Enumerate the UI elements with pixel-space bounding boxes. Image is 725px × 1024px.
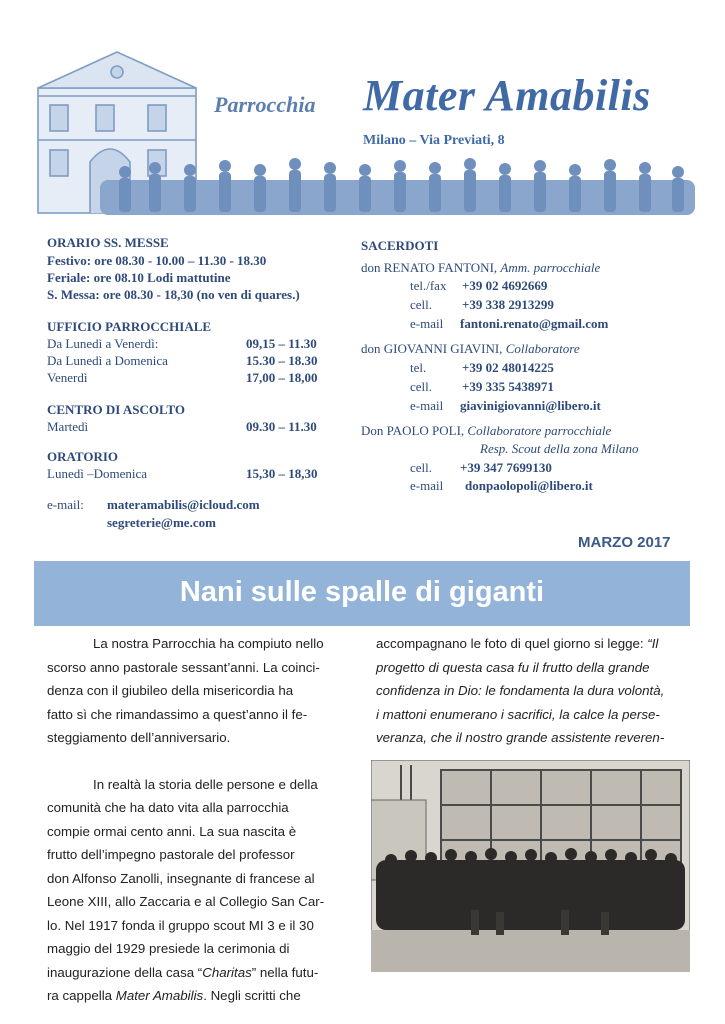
listening-time: 09.30 – 11.30 (246, 419, 317, 434)
priest-3-cell-label: cell. (410, 460, 433, 475)
festivo-label: Festivo: (47, 253, 92, 268)
priest-1-cell[interactable]: +39 338 2913299 (462, 297, 554, 312)
priest-2-name-row (361, 340, 580, 357)
masses-title: ORARIO SS. MESSE (47, 235, 169, 250)
left-line: In realtà la storia delle persone e della (93, 776, 318, 792)
charitas-word: Charitas (202, 964, 252, 980)
crowd-silhouettes (100, 158, 695, 215)
festivo-value: ore 08.30 - 10.00 – 11.30 - 18.30 (94, 253, 267, 268)
priest-2-tel-label: tel. (410, 360, 427, 375)
feriale-row (47, 269, 231, 286)
listening-day: Martedì (47, 419, 89, 434)
article-right-column (376, 632, 686, 750)
priest-1-tel-label: tel./fax (410, 278, 447, 293)
historic-group-photo (371, 760, 690, 972)
priest-3-name: Don PAOLO POLI, (361, 423, 465, 438)
left-text: . Negli scritti che (203, 988, 301, 1003)
priest-3-email[interactable]: donpaolopoli@libero.it (465, 478, 593, 493)
priest-1-name-row (361, 259, 600, 276)
priest-3-cell[interactable]: +39 347 7699130 (460, 460, 552, 475)
left-line (47, 961, 331, 985)
office-day-2: Da Lunedì a Domenica (47, 353, 168, 368)
office-time-2: 15.30 – 18.30 (246, 353, 318, 368)
office-time-1: 09,15 – 11.30 (246, 336, 317, 351)
office-day-1: Da Lunedì a Venerdì: (47, 336, 159, 351)
priest-3-name-row (361, 422, 611, 439)
smessa-label: S. Messa: (47, 287, 100, 302)
left-line: fatto sì che rimandassimo a quest’anno il fe- (47, 706, 308, 722)
parish-email-1[interactable]: materamabilis@icloud.com (107, 497, 260, 512)
issue-date: MARZO 2017 (578, 534, 671, 551)
office-title: UFFICIO PARROCCHIALE (47, 319, 212, 334)
right-line (376, 632, 686, 656)
parish-email-2[interactable]: segreterie@me.com (107, 515, 216, 530)
left-text: ” nella futu- (251, 964, 319, 980)
office-time-3: 17,00 – 18,00 (246, 370, 318, 385)
article-left-column (47, 632, 331, 1008)
priest-3-role: Collaboratore parrocchiale (467, 423, 612, 438)
oratorio-time: 15,30 – 18,30 (246, 466, 318, 481)
priest-1-cell-label: cell. (410, 297, 433, 312)
priest-2-tel[interactable]: +39 02 48014225 (462, 360, 554, 375)
priests-title: SACERDOTI (361, 238, 439, 253)
left-line: Leone XIII, allo Zaccaria e al Collegio San Car- (47, 894, 325, 909)
priest-2-cell-label: cell. (410, 379, 433, 394)
feriale-value: ore 08.10 Lodi mattutine (93, 270, 231, 285)
priest-2-role: Collaboratore (505, 341, 580, 356)
quote-start: “Il (647, 636, 659, 651)
priest-3-role-2: Resp. Scout della zona Milano (480, 441, 639, 456)
feriale-label: Feriale: (47, 270, 91, 285)
email-label: e-mail: (47, 497, 84, 512)
left-line: comunità che ha dato vita alla parrocchia (47, 800, 289, 815)
left-line: maggio del 1929 presiede la cerimonia di (47, 941, 290, 956)
left-line (47, 984, 331, 1008)
article-title: Nani sulle spalle di giganti (179, 576, 545, 608)
oratorio-title: ORATORIO (47, 449, 119, 464)
festivo-row (47, 252, 266, 269)
right-line: i mattoni enumerano i sacrifici, la calce la perse- (376, 706, 660, 722)
priest-2-name: don GIOVANNI GIAVINI, (361, 341, 503, 356)
left-text: ra cappella (47, 988, 116, 1003)
left-line: compie ormai cento anni. La sua nascita è (47, 823, 297, 839)
priest-3-email-label: e-mail (410, 478, 444, 493)
priest-1-email[interactable]: fantoni.renato@gmail.com (460, 316, 609, 331)
right-line: confidenza in Dio: le fondamenta la dura volontà, (376, 683, 665, 698)
priest-2-cell[interactable]: +39 335 5438971 (462, 379, 554, 394)
left-line: steggiamento dell’anniversario. (47, 730, 231, 745)
left-line: lo. Nel 1917 fonda il gruppo scout MI 3 e il 30 (47, 917, 314, 933)
parish-label: Parrocchia (214, 92, 316, 117)
right-line: progetto di questa casa fu il frutto della grande (376, 659, 650, 675)
priest-1-name: don RENATO FANTONI, (361, 260, 498, 275)
priest-2-email-label: e-mail (410, 398, 444, 413)
address: Milano – Via Previati, 8 (363, 133, 505, 148)
priest-2-email[interactable]: giavinigiovanni@libero.it (460, 398, 601, 413)
listening-title: CENTRO DI ASCOLTO (47, 402, 185, 417)
left-line: denza con il giubileo della misericordia ha (47, 683, 294, 698)
left-line: don Alfonso Zanolli, insegnante di francese al (47, 870, 315, 886)
crowd-of-people (376, 848, 685, 930)
right-line: veranza, che il nostro grande assistente reveren- (376, 730, 665, 745)
smessa-row (47, 286, 300, 303)
page-title: Mater Amabilis (363, 71, 651, 120)
smessa-value: ore 08.30 - 18,30 (no ven di quares.) (102, 287, 300, 302)
left-line: frutto dell’impegno pastorale del professor (47, 847, 295, 862)
mater-amabilis-word: Mater Amabilis (115, 988, 204, 1003)
left-line: scorso anno pastorale sessant’anni. La coinci- (47, 659, 320, 675)
right-text: accompagnano le foto di quel giorno si legge: (376, 636, 648, 651)
oratorio-day: Lunedì –Domenica (47, 466, 147, 481)
priest-1-email-label: e-mail (410, 316, 444, 331)
left-line: La nostra Parrocchia ha compiuto nello (93, 636, 324, 651)
left-text: inaugurazione della casa “ (47, 964, 203, 980)
office-day-3: Venerdì (47, 370, 88, 385)
priest-1-tel[interactable]: +39 02 4692669 (462, 278, 548, 293)
priest-1-role: Amm. parrocchiale (500, 260, 601, 275)
